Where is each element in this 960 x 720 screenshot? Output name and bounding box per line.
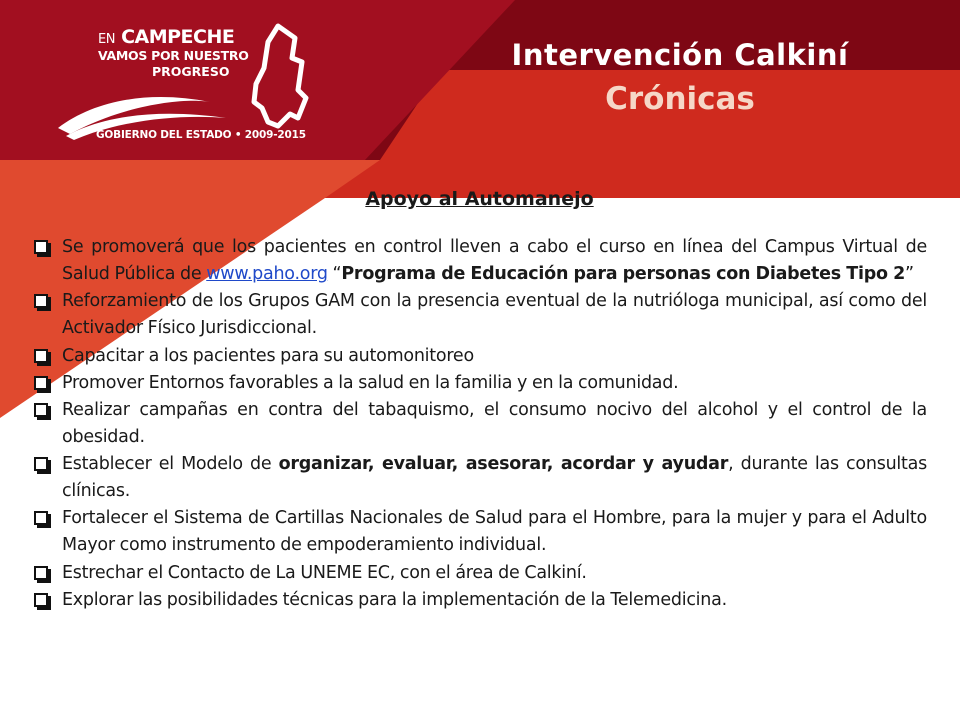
logo-text-vamos: VAMOS POR NUESTRO	[98, 48, 249, 63]
checkbox-bullet-icon	[34, 403, 48, 417]
checkbox-bullet-icon	[34, 593, 48, 607]
slide-content	[32, 188, 927, 614]
slide-subtitle: Crónicas	[605, 81, 755, 117]
logo-text-progreso: PROGRESO	[152, 64, 230, 79]
bullet-text: Establecer el Modelo de	[62, 454, 279, 474]
section-heading	[32, 188, 927, 210]
bullet-text: Explorar las posibilidades técnicas para la implementación de la Telemedicina.	[62, 589, 727, 610]
checkbox-bullet-icon	[34, 349, 48, 363]
section-heading-text: Apoyo al Automanejo	[365, 188, 594, 210]
program-name: Programa de Educación para personas con Diabetes Tipo 2	[341, 264, 906, 285]
logo-text-gobierno: GOBIERNO DEL ESTADO • 2009-2015	[96, 129, 306, 141]
checkbox-bullet-icon	[34, 566, 48, 580]
bullet-item	[32, 397, 927, 451]
checkbox-bullet-icon	[34, 376, 48, 390]
model-steps: organizar, evaluar, asesorar, acordar y ayudar	[278, 454, 729, 474]
campeche-logo	[40, 18, 340, 168]
logo-text-en: EN	[98, 32, 115, 47]
bullet-list	[32, 234, 927, 614]
quote-close: ”	[905, 264, 914, 285]
bullet-text: Capacitar a los pacientes para su automonitoreo	[62, 345, 474, 366]
bullet-text: Reforzamiento de los Grupos GAM con la presencia eventual de la nutrióloga municipal, así como del Activador Físico Jurisdiccional.	[62, 291, 927, 339]
bullet-item	[32, 587, 927, 614]
bullet-item	[32, 343, 927, 370]
checkbox-bullet-icon	[34, 240, 48, 254]
bullet-text: Fortalecer el Sistema de Cartillas Nacionales de Salud para el Hombre, para la mujer y para el Adulto Mayor como instrumento de empoderamiento individual.	[62, 508, 927, 556]
bullet-text-end: , durante las consultas clínicas.	[62, 454, 927, 502]
bullet-text: Realizar campañas en contra del tabaquismo, el consumo nocivo del alcohol y el control de la obesidad.	[62, 399, 927, 447]
bullet-item	[32, 560, 927, 587]
bullet-item	[32, 505, 927, 559]
checkbox-bullet-icon	[34, 457, 48, 471]
bullet-text: Estrechar el Contacto de La UNEME EC, con el área de Calkiní.	[62, 562, 587, 583]
bullet-item	[32, 288, 927, 342]
checkbox-bullet-icon	[34, 294, 48, 308]
paho-link[interactable]: www.paho.org	[206, 264, 328, 285]
checkbox-bullet-icon	[34, 511, 48, 525]
quote-open: “	[327, 264, 342, 285]
slide-title: Intervención Calkiní	[511, 38, 849, 72]
logo-text-campeche: CAMPECHE	[121, 26, 235, 48]
bullet-text: Promover Entornos favorables a la salud en la familia y en la comunidad.	[62, 372, 679, 393]
bullet-item	[32, 451, 927, 505]
bullet-text: Se promoverá que los pacientes en control lleven a cabo el curso en línea del Campus Virtual de Salud Pública de	[62, 237, 927, 285]
bullet-item	[32, 234, 927, 288]
bullet-item	[32, 370, 927, 397]
